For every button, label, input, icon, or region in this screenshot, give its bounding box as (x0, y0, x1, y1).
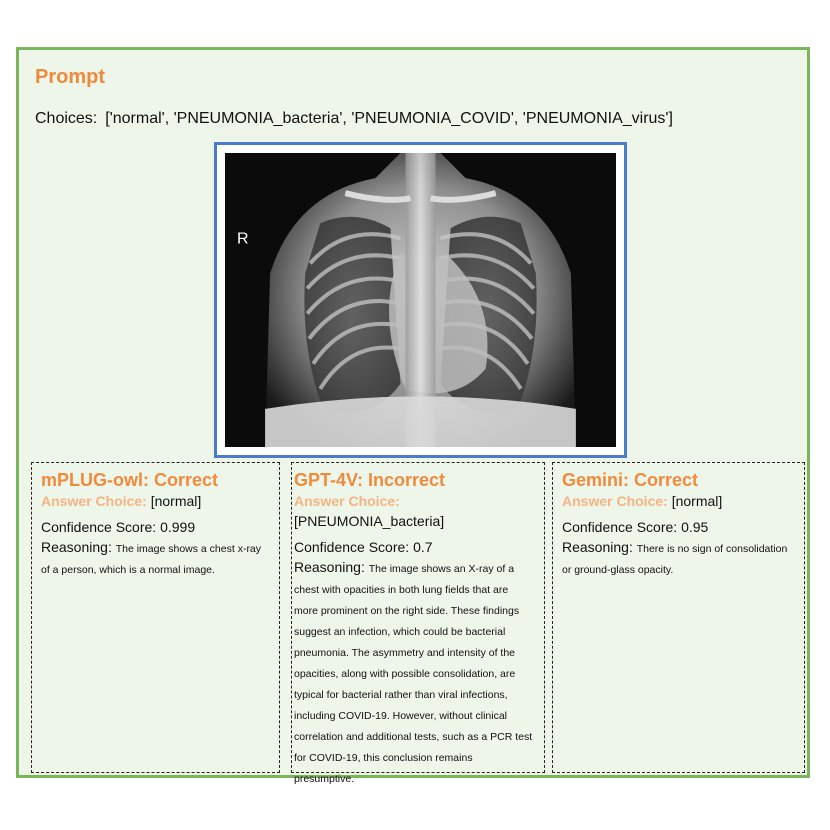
choices-value: ['normal', 'PNEUMONIA_bacteria', 'PNEUMONIA_COVID', 'PNEUMONIA_virus'] (105, 110, 673, 127)
choices-line (35, 110, 673, 128)
model-title: mPLUG-owl: Correct (41, 470, 219, 490)
reasoning-label: Reasoning: (41, 539, 112, 555)
answer-choice-label: Answer Choice: (41, 493, 147, 509)
xray-side-marker: R (237, 229, 249, 248)
answer-choice-label: Answer Choice: (562, 493, 668, 509)
prompt-title: Prompt (35, 66, 105, 88)
reasoning-text: There is no sign of consolidation or ground-glass opacity. (562, 543, 788, 576)
reasoning-label: Reasoning: (294, 559, 365, 575)
answer-choice-label: Answer Choice: (294, 493, 400, 509)
chest-xray-image (225, 153, 616, 447)
confidence-score: Confidence Score: 0.999 (41, 519, 196, 535)
model-card-gpt-4v (291, 462, 545, 785)
choices-label: Choices: (35, 110, 98, 127)
model-card-mplug-owl (31, 462, 280, 773)
confidence-score: Confidence Score: 0.95 (562, 519, 709, 535)
reasoning-text: The image shows an X-ray of a chest with opacities in both lung fields that are more prominent on the right side. These findings suggest an infection, which could be bacterial pneumonia. The asymmetry and intensity of the opacities, along with possible consolidation, are typical for bacterial rather than viral infections, including COVID-19. However, without clinical correlation and additional tests, such as a PCR test for COVID-19, this conclusion remains presumptive. (294, 563, 533, 785)
answer-choice-value: [normal] (150, 493, 202, 509)
answer-choice-value: [PNEUMONIA_bacteria] (294, 513, 445, 529)
answer-choice-value: [normal] (671, 493, 723, 509)
model-title: GPT-4V: Incorrect (294, 470, 446, 490)
confidence-score: Confidence Score: 0.7 (294, 539, 433, 555)
xray-image-frame (214, 142, 627, 458)
reasoning-label: Reasoning: (562, 539, 633, 555)
model-card-gemini (552, 462, 805, 773)
reasoning-text: The image shows a chest x-ray of a person, which is a normal image. (41, 543, 262, 576)
model-title: Gemini: Correct (562, 470, 699, 490)
